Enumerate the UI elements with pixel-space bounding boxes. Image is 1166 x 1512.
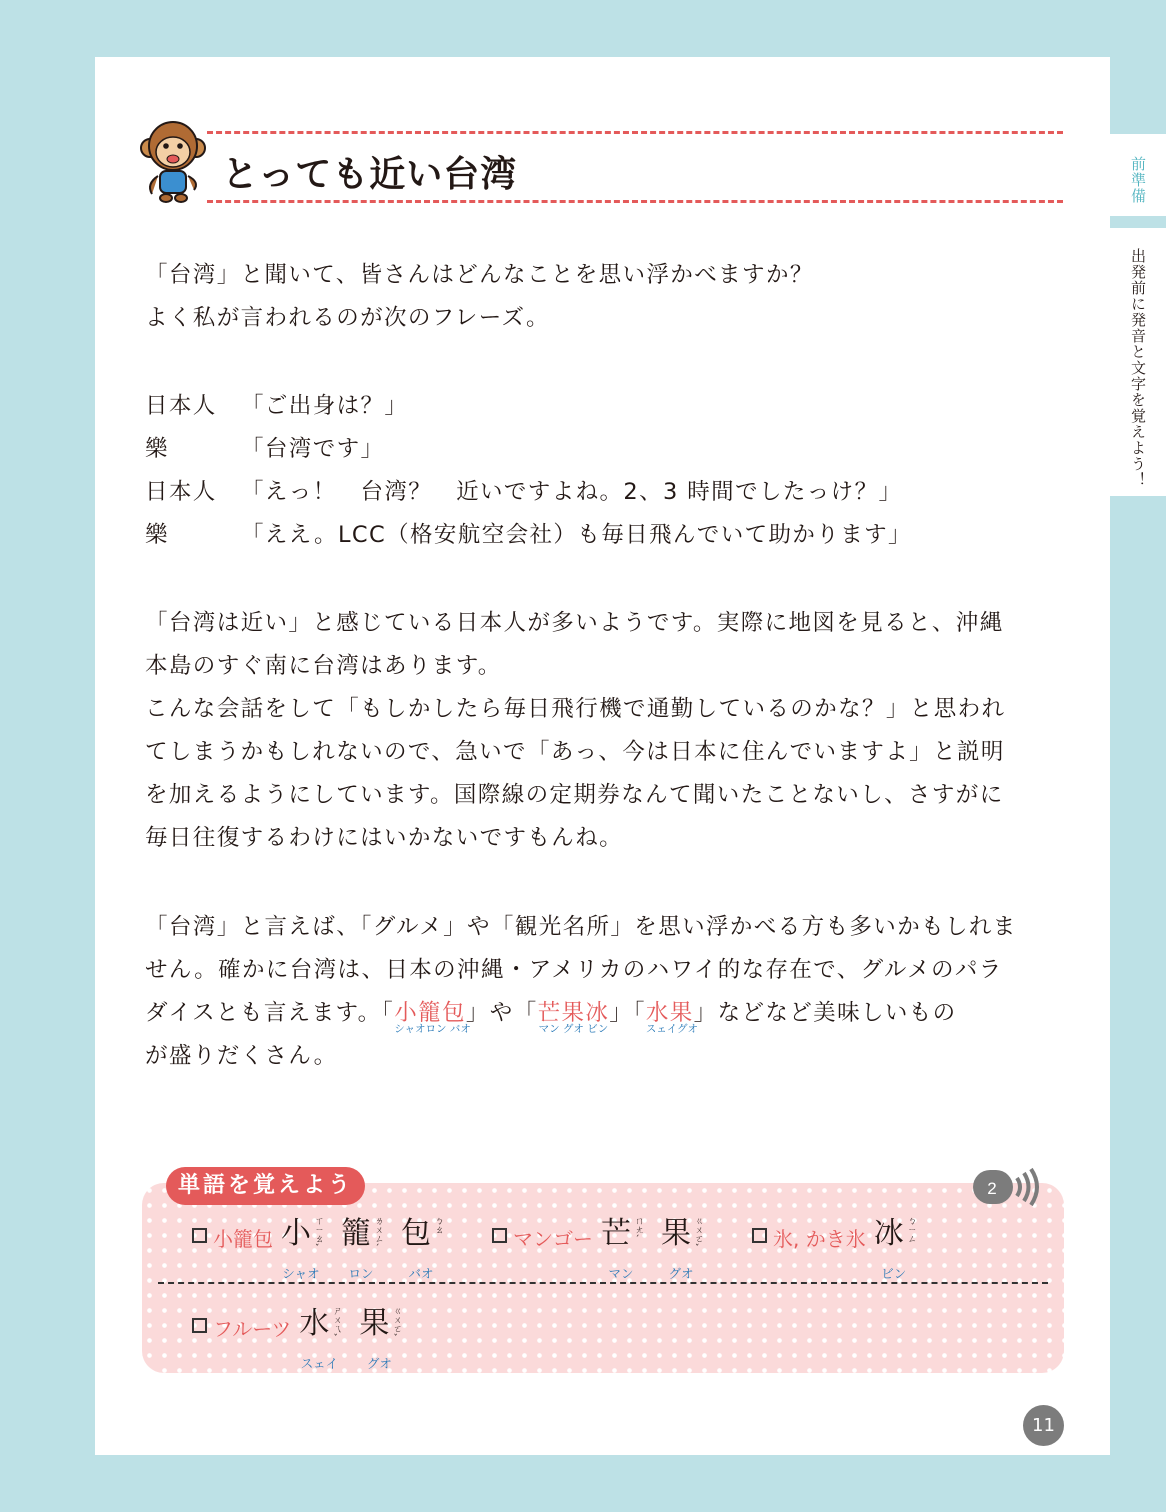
dialogue-block [145,385,912,557]
dialogue-row [145,428,912,471]
vocab-label: マンゴー [513,1227,593,1251]
body-line: こんな会話をして「もしかしたら毎日飛行機で通勤しているのかな？」と思われ [145,696,1006,722]
zhuyin: ㄇㄤˊ [635,1217,645,1245]
ruby-base: 小籠包 [394,1000,466,1026]
gourmet-line-with-ruby [145,992,1017,1035]
vocab-header: 単語を覚えよう [166,1167,365,1205]
side-tab-sub-label: 出発前に発音と文字を覚えよう！ [1129,248,1147,488]
kana-reading: ビン [881,1266,907,1281]
title-dashed-line-bottom [207,200,1063,203]
body-line: てしまうかもしれないので、急いで「あっ、今は日本に住んでいますよ」と説明 [145,739,1005,765]
vocab-divider [158,1282,1048,1284]
gourmet-text: 」などなど美味しいもの [693,1000,957,1026]
dialogue-line: 「えっ！ 台湾？ 近いですよね。2、3 時間でしたっけ？」 [241,479,903,505]
dialogue-line: 「ええ。LCC（格安航空会社）も毎日飛んでいて助かります」 [241,522,912,548]
vocab-hanzi [661,1214,705,1281]
ruby-base: 芒果冰 [537,1000,610,1026]
vocab-hanzi [401,1214,445,1281]
ruby-reading: マン グオ ビン [538,1023,609,1035]
monkey-mascot-icon [138,118,208,204]
kana-reading: グオ [668,1266,694,1281]
intro-line: 「台湾」と聞いて、皆さんはどんなことを思い浮かべますか？ [145,262,814,288]
side-tab-main-label: 前準備 [1129,156,1147,204]
gourmet-line: せん。確かに台湾は、日本の沖縄・アメリカのハワイ的な存在で、グルメのパラ [145,957,1003,983]
vocab-checkbox[interactable] [492,1228,507,1243]
zhuyin: ㄕㄨㄟˇ [333,1307,343,1344]
intro-line: よく私が言われるのが次のフレーズ。 [145,305,550,331]
hanzi-char: 小 [281,1216,311,1251]
dialogue-line: 「ご出身は？」 [241,393,409,419]
ruby-reading: スェイグオ [645,1023,699,1035]
dialogue-speaker: 日本人 [145,393,217,419]
dialogue-speaker: 樂 [145,436,169,462]
vocab-entry-xiaolongbao [192,1214,461,1281]
vocab-entry-fruit [192,1304,419,1371]
kana-reading: マン [608,1266,634,1281]
section-title: とっても近い台湾 [222,154,518,195]
dialogue-speaker: 樂 [145,522,169,548]
vocab-hanzi [601,1214,645,1281]
vocab-checkbox[interactable] [192,1318,207,1333]
body-line: を加えるようにしています。国際線の定期券なんて聞いたことないし、さすがに [145,782,1004,808]
gourmet-text: 」や「 [465,1000,538,1026]
zhuyin: ㄍㄨㄛˇ [695,1217,705,1254]
body-line: 本島のすぐ南に台湾はあります。 [145,653,502,679]
hanzi-char: 果 [359,1306,390,1341]
ruby-word-xiaolongbao [394,992,471,1035]
vocab-hanzi [359,1304,403,1371]
audio-track-number: 2 [987,1179,997,1198]
hanzi-char: 包 [401,1216,431,1251]
title-dashed-line-top [207,131,1063,134]
dialogue-row [145,514,912,557]
ruby-word-mango-ice [538,992,610,1035]
body-line: 毎日往復するわけにはいかないですもんね。 [145,825,624,851]
gourmet-line: が盛りだくさん。 [145,1043,338,1069]
body-paragraph [145,602,1005,860]
dialogue-line: 「台湾です」 [241,436,385,462]
zhuyin: ㄍㄨㄛˇ [393,1307,403,1344]
hanzi-char: 水 [299,1306,330,1341]
dialogue-row [145,385,912,428]
kana-reading: ロン [348,1266,374,1281]
vocab-entry-ice [752,1214,934,1281]
vocab-checkbox[interactable] [192,1228,207,1243]
vocab-label: フルーツ [213,1317,292,1341]
vocab-entry-mango [492,1214,721,1281]
body-line: 「台湾は近い」と感じている日本人が多いようです。実際に地図を見ると、沖縄 [145,610,1004,636]
side-tab-main[interactable] [1110,134,1166,216]
vocab-label: 氷, かき氷 [773,1227,866,1251]
zhuyin: ㄅㄧㄥ [907,1217,917,1245]
dialogue-row [145,471,912,514]
audio-track-icon[interactable] [973,1166,1043,1208]
hanzi-char: 果 [661,1216,691,1251]
kana-reading: シャオ [282,1266,320,1281]
hanzi-char: 籠 [341,1216,371,1251]
ruby-base: 水果 [645,1000,694,1026]
zhuyin: ㄒㄧㄠˇ [315,1217,325,1254]
gourmet-line: 「台湾」と言えば、「グルメ」や「観光名所」を思い浮かべる方も多いかもしれま [145,914,1017,940]
kana-reading: グオ [366,1356,392,1371]
intro-paragraph [145,254,814,340]
kana-reading: スェイ [300,1356,339,1371]
gourmet-text: ダイスとも言えます。「 [145,1000,395,1026]
vocab-label: 小籠包 [213,1227,273,1251]
zhuyin: ㄌㄨㄥˊ [375,1217,385,1254]
vocab-hanzi [281,1214,325,1281]
kana-reading: バオ [408,1266,434,1281]
page-number: 11 [1023,1405,1064,1446]
zhuyin: ㄅㄠ [435,1217,445,1236]
hanzi-char: 冰 [873,1216,904,1251]
ruby-word-fruit [645,992,699,1035]
hanzi-char: 芒 [601,1216,631,1251]
gourmet-text: 」「 [609,1000,646,1026]
vocab-hanzi [299,1304,343,1371]
side-tab-sub[interactable] [1110,228,1166,496]
gourmet-paragraph [145,906,1017,1078]
ruby-reading: シャオロン バオ [394,1023,471,1035]
dialogue-speaker: 日本人 [145,479,217,505]
vocab-hanzi [873,1214,917,1281]
vocab-checkbox[interactable] [752,1228,767,1243]
vocab-hanzi [341,1214,385,1281]
